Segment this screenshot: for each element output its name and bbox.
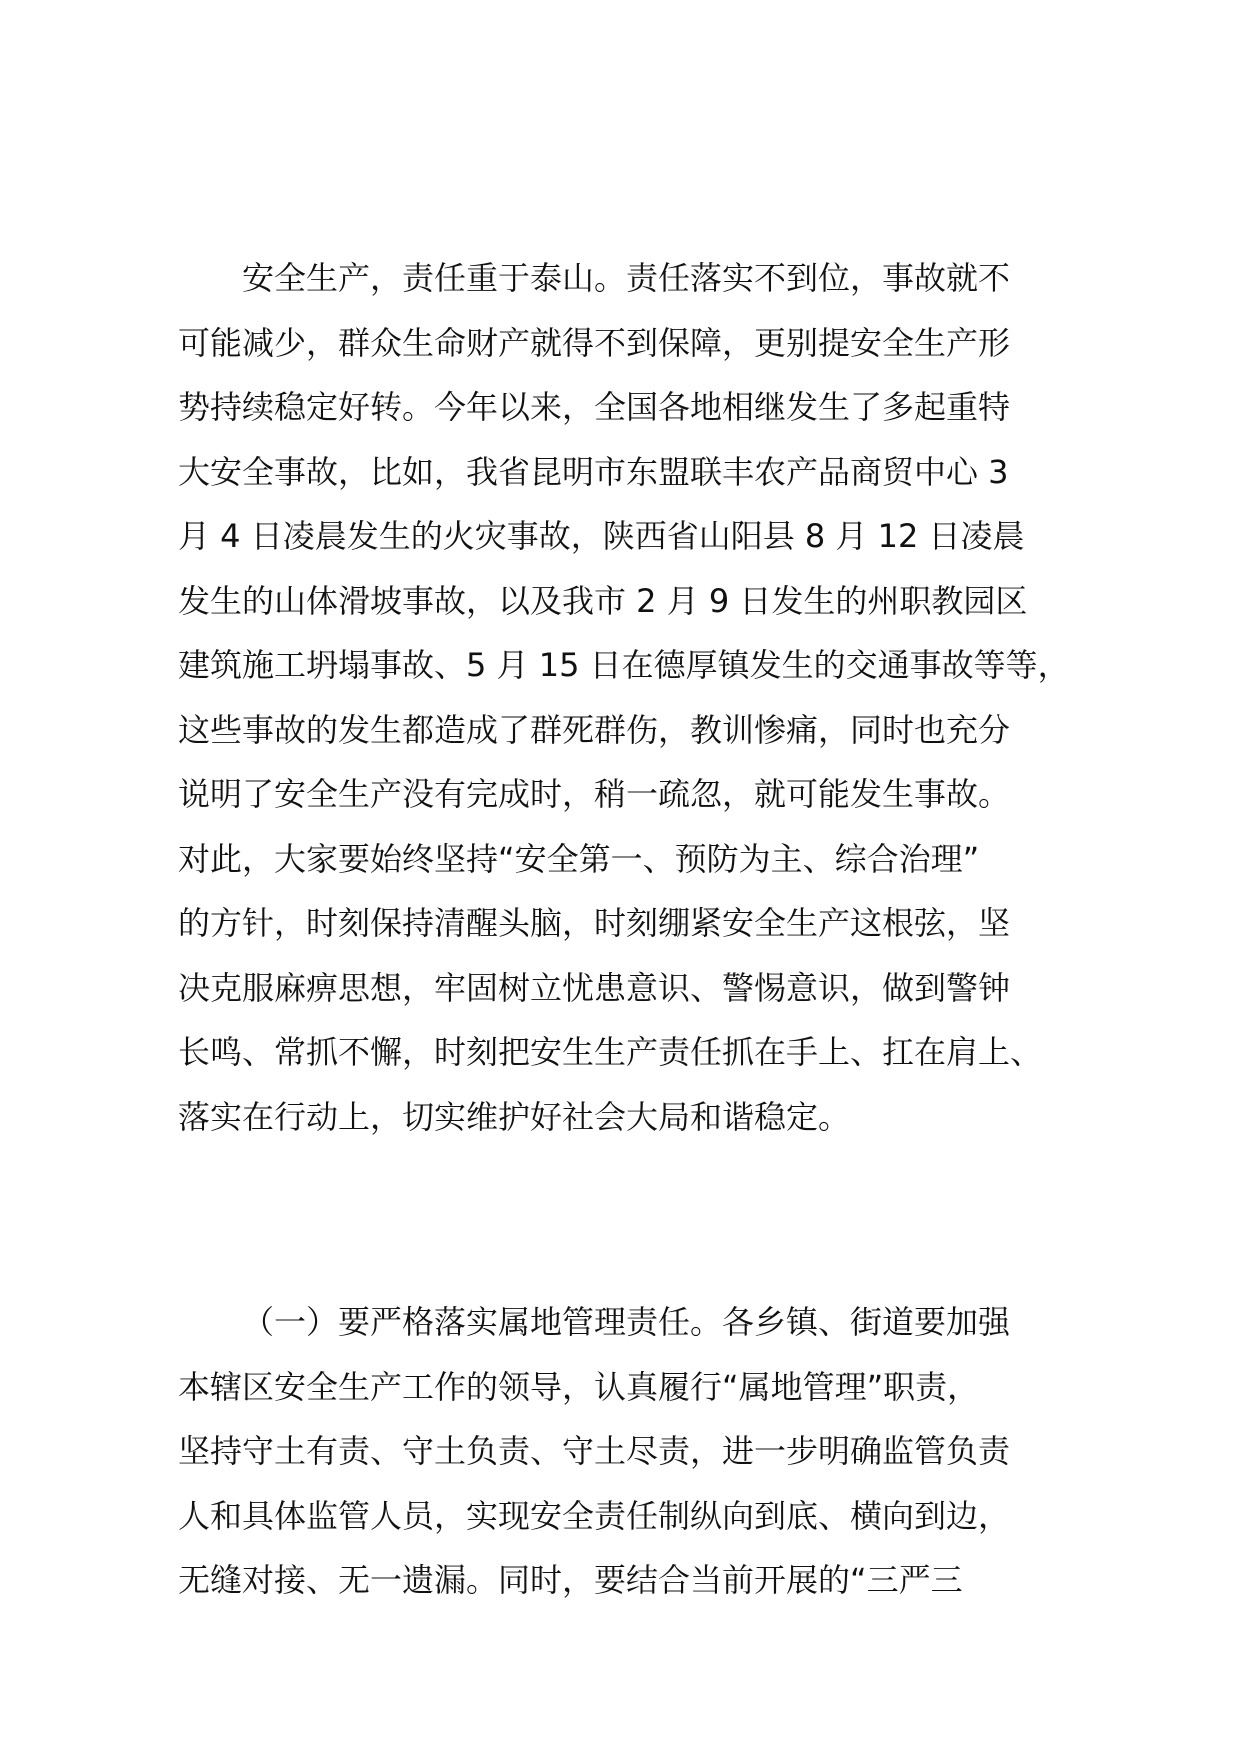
text-line: 坚持守土有责、守土负责、守土尽责，进一步明确监管负责 bbox=[178, 1432, 1011, 1470]
text-line: 月 4 日凌晨发生的火灾事故，陕西省山阳县 8 月 12 日凌晨 bbox=[178, 517, 1025, 555]
paragraph-territorial-management bbox=[178, 1290, 1098, 1613]
text-line: 说明了安全生产没有完成时，稍一疏忽，就可能发生事故。 bbox=[178, 775, 1011, 813]
text-line: 安全生产，责任重于泰山。责任落实不到位，事故就不 bbox=[242, 259, 1011, 297]
text-line: （一）要严格落实属地管理责任。各乡镇、街道要加强 bbox=[242, 1303, 1011, 1341]
text-line: 落实在行动上，切实维护好社会大局和谐稳定。 bbox=[178, 1097, 851, 1136]
text-line: 无缝对接、无一遗漏。同时，要结合当前开展的“三严三 bbox=[178, 1561, 963, 1599]
text-line: 大安全事故，比如，我省昆明市东盟联丰农产品商贸中心 3 bbox=[178, 452, 1009, 491]
text-line: 可能减少，群众生命财产就得不到保障，更别提安全生产形 bbox=[178, 323, 1011, 362]
text-line: 建筑施工坍塌事故、5 月 15 日在德厚镇发生的交通事故等等， bbox=[178, 646, 1070, 684]
paragraph-safety-responsibility bbox=[178, 246, 1098, 1149]
text-line: 对此，大家要始终坚持“安全第一、预防为主、综合治理” bbox=[178, 839, 980, 878]
text-line: 这些事故的发生都造成了群死群伤，教训惨痛，同时也充分 bbox=[178, 710, 1011, 749]
text-line: 本辖区安全生产工作的领导，认真履行“属地管理”职责， bbox=[178, 1367, 980, 1406]
text-line: 决克服麻痹思想，牢固树立忧患意识、警惕意识，做到警钟 bbox=[178, 968, 1011, 1007]
text-line: 发生的山体滑坡事故，以及我市 2 月 9 日发生的州职教园区 bbox=[178, 581, 1028, 620]
text-line: 人和具体监管人员，实现安全责任制纵向到底、横向到边， bbox=[178, 1496, 1011, 1535]
text-line: 势持续稳定好转。今年以来，全国各地相继发生了多起重特 bbox=[178, 388, 1011, 426]
text-line: 长鸣、常抓不懈，时刻把安生生产责任抓在手上、扛在肩上、 bbox=[178, 1033, 1043, 1071]
text-line: 的方针，时刻保持清醒头脑，时刻绷紧安全生产这根弦，坚 bbox=[178, 904, 1011, 942]
